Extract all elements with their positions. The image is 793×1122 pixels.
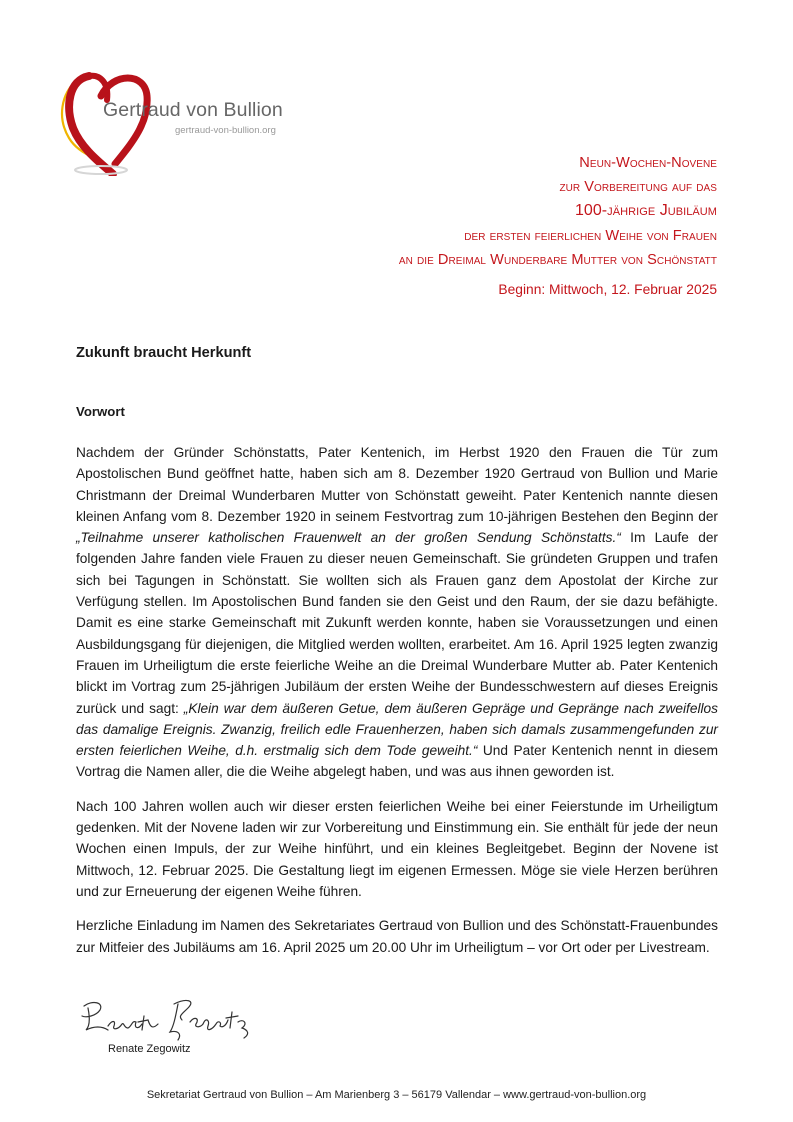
footer-address: Sekretariat Gertraud von Bullion – Am Marienberg 3 – 56179 Vallendar – www.gertraud-von-bullion.org (146, 1089, 647, 1101)
title-line: zur Vorbereitung auf das (559, 179, 717, 196)
begin-date: Beginn: Mittwoch, 12. Februar 2025 (498, 282, 717, 298)
title-line: 100-jährige Jubiläum (574, 202, 717, 220)
section-heading-vorwort: Vorwort (76, 404, 125, 419)
handwritten-signature (78, 996, 253, 1047)
paragraph-text: Und Pater Kentenich nennt in diesem Vortrag die Namen aller, die die Weihe abgelegt haben, und was aus ihnen geworden ist. (76, 743, 718, 780)
paragraph: Nach 100 Jahren wollen auch wir dieser ersten feierlichen Weihe bei einer Feierstunde im Urheiligtum gedenken. Mit der Novene laden wir zur Vorbereitung und Einstimmung ein. Sie enthält für jede der neun Wochen einen Impuls, der zur Weihe hinführt, und ein kleines Begleitgebet. Beginn der Novene ist Mittwoch, 12. Februar 2025. Die Gestaltung liegt im eigenen Ermessen. Möge sie viele Herzen berühren und zur Erneuerung der eigenen Weihe führen. (76, 798, 718, 899)
title-line: an die Dreimal Wunderbare Mutter von Schönstatt (398, 251, 717, 268)
signer-name: Renate Zegowitz (108, 1043, 191, 1055)
quote: „Klein war dem äußeren Getue, dem äußeren Gepräge und Gepränge nach zweifellos das damalige Ereignis. Zwanzig, freilich edle Frauenherzen, haben sich damals zusammengefunden zur ersten feierlichen Weihe, d.h. erstmalig sich dem Tode geweiht.“ (76, 700, 719, 759)
paragraph-text: Nachdem der Gründer Schönstatts, Pater Kentenich, im Herbst 1920 den Frauen die Tür zum Apostolischen Bund geöffnet hatte, haben sich am 8. Dezember 1920 Gertraud von Bullion und Marie Christmann der Dreimal Wunderbaren Mutter von Schönstatt geweiht. Pater Kentenich nannte diesen kleinen Anfang vom 8. Dezember 1920 in seinem Festvortrag zum 10-jährigen Bestehen den Beginn der (76, 445, 718, 524)
paragraph-text: Im Laufe der folgenden Jahre fanden viele Frauen zu dieser neuen Gemeinschaft. Sie gründeten Gruppen und trafen sich bei Tagungen in Schönstatt. Sie wollten sich als Frauen ganz dem Apostolat der Kirche zur Verfügung stellen. Im Apostolischen Bund fanden sie den Geist und den Raum, der sie dazu befähigte. Damit es eine starke Gemeinschaft mit Zukunft werden konnte, haben sie Voraussetzungen und einen Ausbildungsgang für diejenigen, die Mitglied werden wollten, erarbeitet. Am 16. April 1925 legten zwanzig Frauen im Urheiligtum die erste feierliche Weihe an die Dreimal Wunderbare Mutter ab. Pater Kentenich blickt im Vortrag zum 25-jährigen Jubiläum der ersten Weihe der Bundesschwestern auf dieses Ereignis zurück und sagt: (76, 530, 718, 716)
title-line: Neun-Wochen-Novene (579, 155, 717, 171)
body-text (76, 442, 718, 971)
title-line: der ersten feierlichen Weihe von Frauen (464, 227, 717, 244)
main-heading: Zukunft braucht Herkunft (76, 345, 252, 361)
quote: „Teilnahme unserer katholischen Frauenwelt an der großen Sendung Schönstatts.“ (76, 530, 621, 546)
logo (55, 66, 315, 176)
document-title (399, 151, 717, 300)
paragraph: Herzliche Einladung im Namen des Sekretariates Gertraud von Bullion und des Schönstatt-Frauenbundes zur Mitfeier des Jubiläums am 16. April 2025 um 20.00 Uhr im Urheiligtum – vor Ort oder per Livestream. (76, 918, 718, 955)
logo-url: gertraud-von-bullion.org (175, 125, 276, 136)
paragraph (76, 442, 718, 783)
logo-name: Gertraud von Bullion (103, 99, 283, 121)
